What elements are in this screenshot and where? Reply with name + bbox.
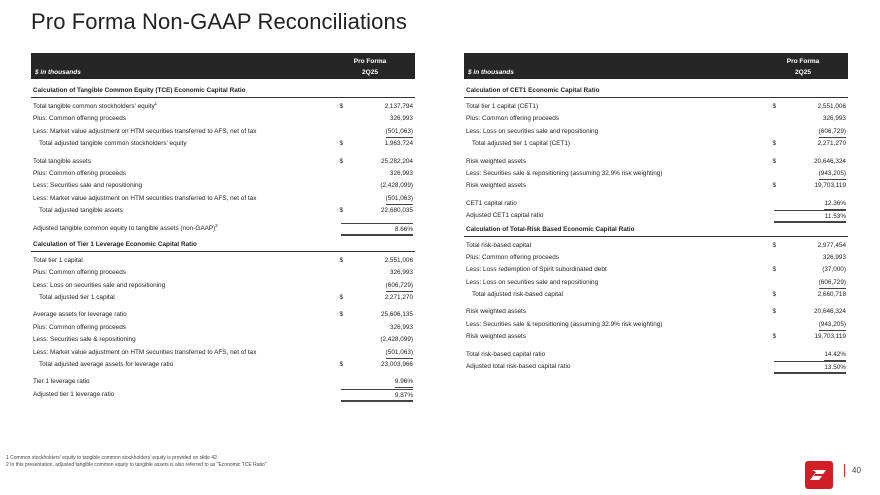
table-row: Less: Market value adjustment on HTM securities transferred to AFS, net of tax (501,063)	[31, 347, 415, 359]
section-heading: Calculation of Total-Risk Based Economic Capital Ratio	[464, 223, 848, 237]
table-row: Total adjusted average assets for leverage ratio $ 23,003,966	[39, 361, 413, 369]
column-period: 2Q25	[362, 69, 378, 76]
table-row: Total risk-based capital ratio 14.42%	[464, 349, 848, 361]
left-reconciliation-table	[31, 53, 415, 401]
table-row: Risk weighted assets $ 19,703,119	[466, 182, 846, 190]
table-row: Less: Loss on securities sale and repositioning (606,729)	[464, 277, 848, 289]
table-row: Risk weighted assets $ 19,703,119	[466, 333, 846, 341]
table-row: Plus: Common offering proceeds 326,993	[33, 115, 413, 123]
table-row: Total tier 1 capital (CET1) $ 2,551,006	[466, 103, 846, 110]
right-reconciliation-table	[464, 53, 848, 373]
table-row: Total adjusted tangible assets $ 22,680,035	[39, 207, 413, 215]
table-row: Total adjusted tangible common stockholders' equity $ 1,963,724	[39, 140, 413, 148]
page-divider	[844, 464, 845, 477]
table-row: Total adjusted tier 1 capital (CET1) $ 2,271,270	[472, 140, 846, 148]
footnote-2: 2 In this presentation, adjusted tangible common equity to tangible assets is also referred to as "Economic TCE Ratio"	[6, 462, 267, 468]
section-heading: Calculation of CET1 Economic Capital Ratio	[464, 84, 848, 98]
units-label: $ in thousands	[35, 69, 81, 76]
table-row: Less: Securities sale & repositioning (assuming 32.9% risk weighting) (943,205)	[464, 319, 848, 331]
column-pro-forma: Pro Forma	[353, 58, 387, 65]
table-header	[464, 53, 848, 79]
table-row: Tier 1 leverage ratio 9.96%	[31, 376, 415, 388]
table-row: Adjusted tangible common equity to tangible assets (non-GAAP)$^2$ 8.66%	[31, 223, 415, 235]
table-row: Less: Market value adjustment on HTM securities transferred to AFS, net of tax (501,063)	[31, 126, 415, 138]
table-row: Total tier 1 capital $ 2,551,006	[33, 256, 413, 264]
table-row: Less: Loss redemption of Spirit subordinated debt $ (37,000)	[466, 266, 846, 274]
table-row: Adjusted CET1 capital ratio 11.53%	[464, 210, 848, 222]
table-row: Adjusted total risk-based capital ratio 13.50%	[464, 361, 848, 373]
table-row: Less: Securities sale and repositioning (2,428,099)	[33, 182, 413, 190]
table-row: Plus: Common offering proceeds 326,993	[466, 115, 846, 123]
table-row: Plus: Common offering proceeds 326,993	[33, 269, 413, 277]
page-number: 40	[852, 466, 861, 475]
table-row: Less: Securities sale & repositioning (assuming 32.9% risk weighting) (943,205)	[464, 168, 848, 180]
table-row: Total risk-based capital $ 2,977,454	[466, 241, 846, 249]
table-row: Plus: Common offering proceeds 326,993	[33, 169, 413, 177]
footnote-1: 1 Common stockholders' equity to tangible common stockholders' equity is provided on slide 42	[6, 455, 217, 461]
table-row: Less: Market value adjustment on HTM securities transferred to AFS, net of tax (501,063)	[31, 193, 415, 205]
table-row: Total tangible assets $ 25,282,204	[33, 157, 413, 165]
table-row: Plus: Common offering proceeds 326,993	[466, 253, 846, 261]
units-label: $ in thousands	[468, 69, 514, 76]
table-header	[31, 53, 415, 79]
table-row: CET1 capital ratio 12.36%	[464, 198, 848, 210]
page-title: Pro Forma Non-GAAP Reconciliations	[31, 9, 407, 34]
table-row: Total adjusted tier 1 capital $ 2,271,270	[39, 294, 413, 302]
table-row: Less: Loss on securities sale and repositioning (606,729)	[464, 126, 848, 138]
company-logo-icon	[805, 461, 833, 489]
table-row: Risk weighted assets $ 20,646,324	[466, 157, 846, 165]
table-row: Average assets for leverage ratio $ 25,606,135	[33, 311, 413, 319]
table-row: Adjusted tier 1 leverage ratio 9.87%	[31, 389, 415, 401]
table-row: Total adjusted risk-based capital $ 2,660,718	[472, 291, 846, 299]
column-period: 2Q25	[795, 69, 811, 76]
section-heading: Calculation of Tier 1 Leverage Economic Capital Ratio	[31, 238, 415, 252]
table-row: Risk weighted assets $ 20,646,324	[466, 308, 846, 316]
table-row: Less: Securities sale & repositioning (2,428,099)	[33, 336, 413, 344]
table-row: Plus: Common offering proceeds 326,993	[33, 323, 413, 331]
column-pro-forma: Pro Forma	[786, 58, 820, 65]
table-row: Total tangible common stockholders' equity$^1$ $ 2,137,794	[33, 100, 413, 110]
footnotes	[6, 455, 267, 469]
table-row: Less: Loss on securities sale and repositioning (606,729)	[31, 280, 415, 292]
section-heading: Calculation of Tangible Common Equity (TCE) Economic Capital Ratio	[31, 84, 415, 98]
